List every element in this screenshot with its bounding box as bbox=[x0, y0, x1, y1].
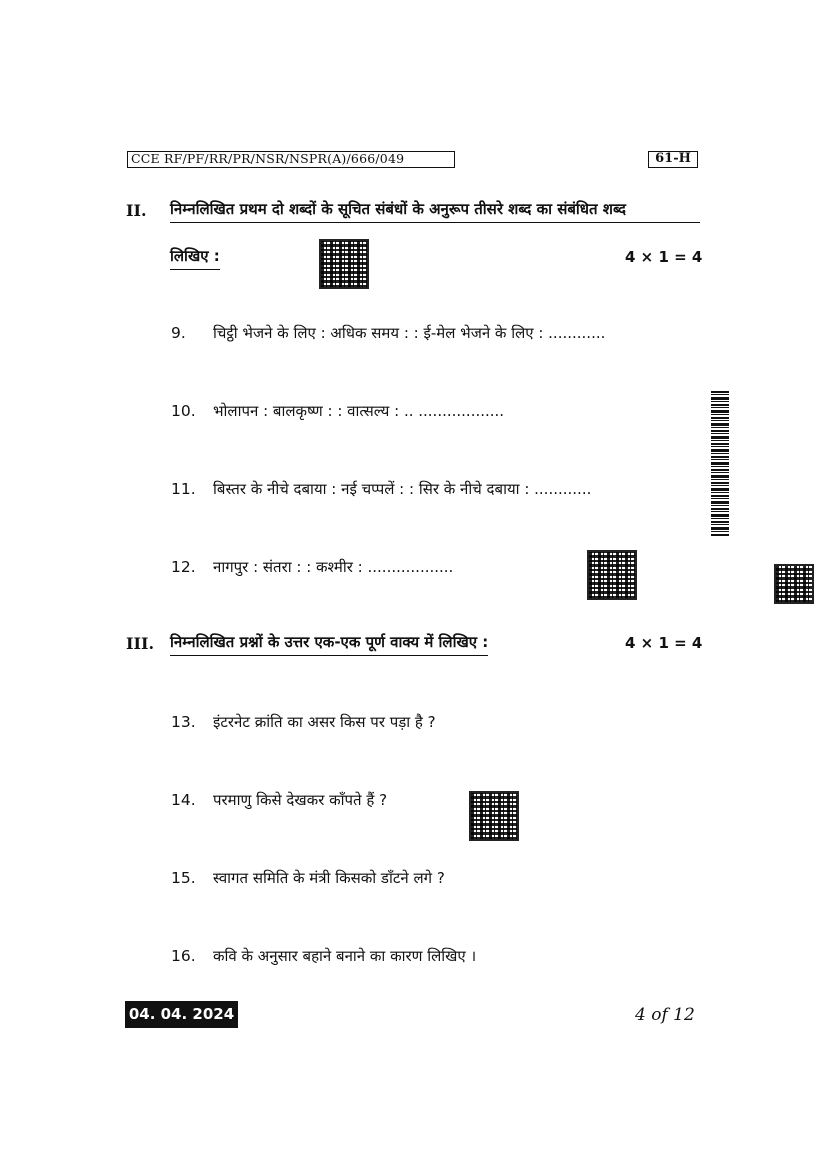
barcode-image bbox=[711, 391, 729, 537]
section-3-instruction: निम्नलिखित प्रश्नों के उत्तर एक-एक पूर्ण वाक्य में लिखिए : bbox=[170, 632, 488, 656]
qr-code-image bbox=[319, 239, 369, 289]
question-text: भोलापन : बालकृष्ण : : वात्सल्य : .. .................. bbox=[213, 402, 505, 420]
question-number: 12. bbox=[171, 558, 196, 576]
qr-code-image bbox=[774, 564, 814, 604]
section-2-marks: 4 × 1 = 4 bbox=[625, 248, 703, 266]
question-number: 16. bbox=[171, 947, 196, 965]
question-text: इंटरनेट क्रांति का असर किस पर पड़ा है ? bbox=[213, 713, 436, 731]
section-2-instruction-line1: निम्नलिखित प्रथम दो शब्दों के सूचित संबंधों के अनुरूप तीसरे शब्द का संबंधित शब्द bbox=[170, 199, 700, 223]
exam-date-badge: 04. 04. 2024 bbox=[125, 1001, 238, 1028]
qr-code-image bbox=[587, 550, 637, 600]
question-number: 10. bbox=[171, 402, 196, 420]
page-number: 4 of 12 bbox=[635, 1005, 695, 1025]
question-text: कवि के अनुसार बहाने बनाने का कारण लिखिए । bbox=[213, 947, 477, 965]
question-number: 11. bbox=[171, 480, 196, 498]
section-2-instruction-line2: लिखिए : bbox=[170, 246, 220, 270]
section-2-number: II. bbox=[126, 201, 147, 220]
question-text: बिस्तर के नीचे दबाया : नई चप्पलें : : सिर के नीचे दबाया : ............ bbox=[213, 480, 592, 498]
page-code: 61-H bbox=[648, 151, 698, 168]
qr-code-image bbox=[469, 791, 519, 841]
question-number: 15. bbox=[171, 869, 196, 887]
section-3-marks: 4 × 1 = 4 bbox=[625, 634, 703, 652]
section-3-number: III. bbox=[126, 634, 155, 653]
question-number: 13. bbox=[171, 713, 196, 731]
question-number: 14. bbox=[171, 791, 196, 809]
question-number: 9. bbox=[171, 324, 186, 342]
question-text: चिट्ठी भेजने के लिए : अधिक समय : : ई-मेल भेजने के लिए : ............ bbox=[213, 324, 606, 342]
question-text: परमाणु किसे देखकर काँपते हैं ? bbox=[213, 791, 388, 809]
question-text: स्वागत समिति के मंत्री किसको डाँटने लगे ? bbox=[213, 869, 445, 887]
exam-code: CCE RF/PF/RR/PR/NSR/NSPR(A)/666/049 bbox=[127, 151, 455, 168]
question-text: नागपुर : संतरा : : कश्मीर : .................. bbox=[213, 558, 454, 576]
